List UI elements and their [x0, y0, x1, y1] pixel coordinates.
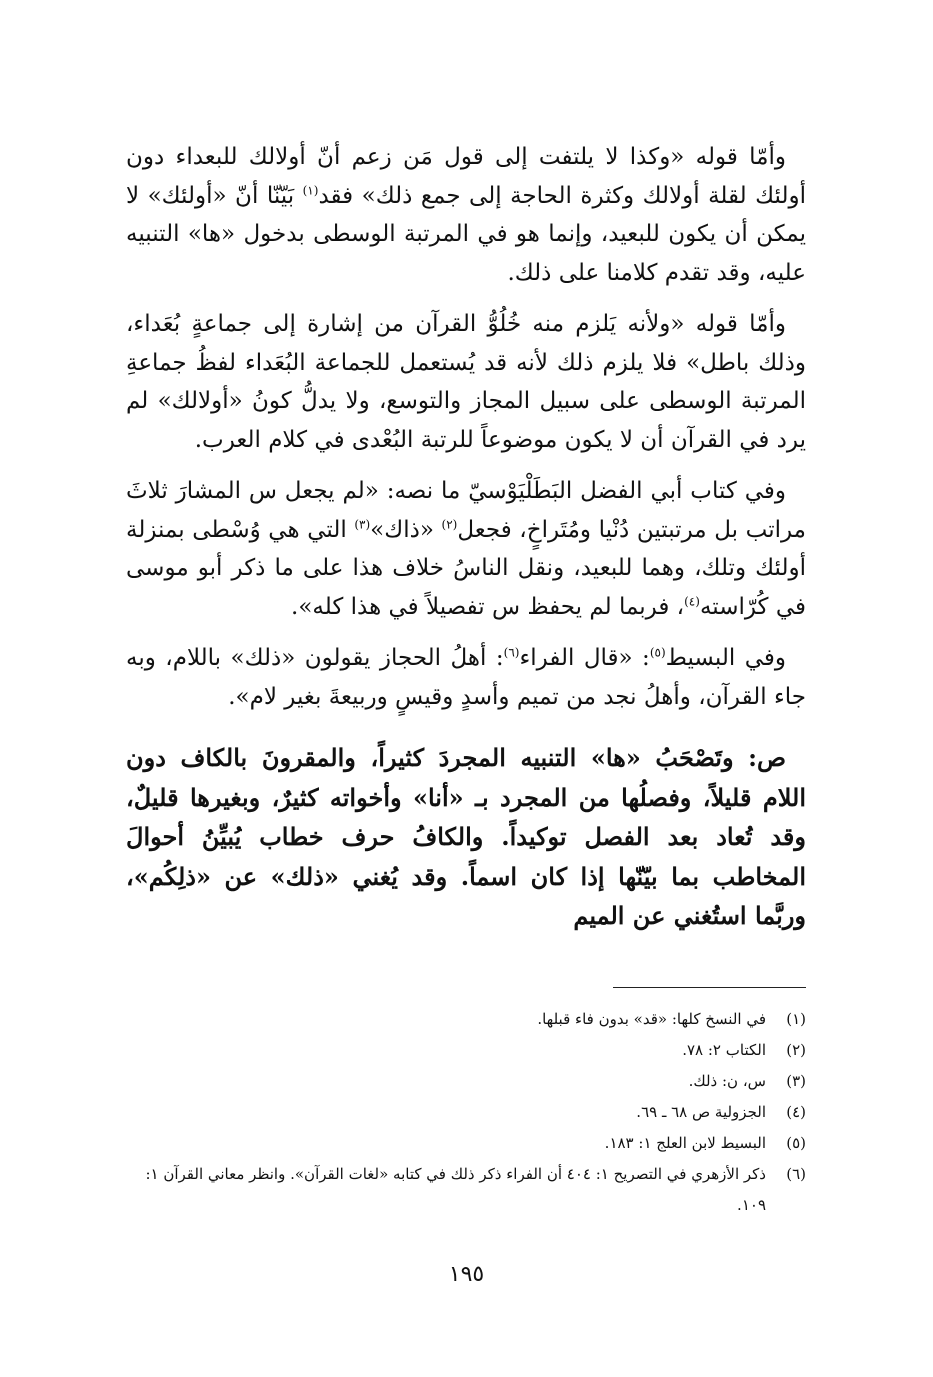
- footnote-number: (٢): [786, 1041, 806, 1059]
- paragraph-2: [126, 305, 806, 459]
- footnote: [126, 1097, 806, 1128]
- main-text: [126, 138, 806, 949]
- paragraph-text: وفي كتاب أبي الفضل البَطَلْيَوْسيّ ما نصه: «لم يجعل س المشارَ ثلاثَ مراتب بل مرتبتين دُنْيا ومُتَراخٍ، فجعل: [126, 478, 807, 543]
- footnote-text: في النسخ كلها: «قد» بدون فاء قبلها.: [537, 1010, 766, 1028]
- footnote: [126, 1159, 806, 1221]
- footnote-text: الجزولية ص ٦٨ ـ ٦٩.: [636, 1103, 766, 1121]
- footnote-number: (٥): [786, 1134, 806, 1152]
- footnote-ref: (١): [302, 182, 319, 197]
- page-number: ١٩٥: [448, 1262, 485, 1287]
- paragraph-text: «ذاك»: [370, 516, 442, 543]
- paragraph-text: بَيّنّا أنّ «أولئك» لا يمكن أن يكون للبعيد، وإنما هو في المرتبة الوسطى بدخول «ها» التنبيه عليه، وقد تقدم كلامنا على ذلك.: [126, 182, 806, 286]
- footnote-text: س، ن: ذلك.: [688, 1072, 766, 1090]
- footnote-text: البسيط لابن العلج ١: ١٨٣.: [604, 1134, 766, 1152]
- footnote-text: الكتاب ٢: ٧٨.: [682, 1041, 766, 1059]
- footnote-ref: (٣): [354, 516, 371, 531]
- footnote-number: (٣): [786, 1072, 806, 1090]
- footnote: [126, 1066, 806, 1097]
- footnote: [126, 1128, 806, 1159]
- footnote-ref: (٥): [649, 645, 666, 660]
- paragraph-text: : أهلُ الحجاز يقولون «ذلك» باللام، وبه جاء القرآن، وأهلُ نجد من تميم وأسدٍ وقيسٍ وربيعةَ بغير لام».: [126, 645, 806, 710]
- footnote: [126, 1035, 806, 1066]
- paragraph-text: التي هي وُسْطى بمنزلة أولئك وتلك، وهما للبعيد، ونقل الناسُ خلاف هذا على ما ذكر أبو موسى في كُرّاسته: [126, 516, 806, 620]
- footnote-ref: (٢): [441, 516, 458, 531]
- footnote-separator: [613, 987, 806, 988]
- footnote-number: (١): [786, 1010, 806, 1028]
- paragraph-text: ، فربما لم يحفظ س تفصيلاً في هذا كله».: [291, 593, 685, 620]
- paragraph-text: ص: وتَصْحَبُ «ها» التنبيه المجردَ كثيراً، والمقرونَ بالكاف دون اللام قليلاً، وفصلُها من المجرد بـ «أنا» وأخواته كثيرٌ، وبغيرها قليلٌ، وقد تُعاد بعد الفصل توكيداً. والكافُ حرف خطاب يُبيِّنُ أحوالَ المخاطب بما بيّنّها إذا كان اسماً. وقد يُغني «ذلك» عن «ذلِكُم»، وربَّما استُغني عن الميم: [126, 743, 806, 930]
- footnote-ref: (٤): [684, 593, 700, 608]
- paragraph-1: [126, 138, 806, 292]
- paragraph-4: [126, 639, 806, 716]
- paragraph-text: : «قال الفراء: [519, 645, 650, 671]
- paragraph-text: وأمّا قوله «ولأنه يَلزم منه خُلُوُّ القرآن من إشارة إلى جماعةٍ بُعَداء، وذلك باطل» فلا يلزم ذلك لأنه قد يُستعمل للجماعة البُعَداء لفظُ جماعةِ المرتبة الوسطى على سبيل المجاز والتوسع، ولا يدلُّ كونُ «أولالك» لم يرد في القرآن أن لا يكون موضوعاً للرتبة البُعْدى في كلام العرب.: [126, 311, 806, 453]
- paragraph-3: [126, 472, 806, 626]
- footnotes: [126, 1004, 806, 1221]
- rule-paragraph: [126, 738, 806, 936]
- footnote-number: (٤): [786, 1103, 806, 1121]
- paragraph-text: وفي البسيط: [665, 645, 786, 671]
- footnote-text: ذكر الأزهري في التصريح ١: ٤٠٤ أن الفراء ذكر ذلك في كتابه «لغات القرآن». وانظر معاني القرآن ١: ١٠٩.: [145, 1165, 766, 1214]
- paragraph-text: وأمّا قوله «وكذا لا يلتفت إلى قول مَن زعم أنّ أولالك للبعداء دون أولئك لقلة أولالك وكثرة الحاجة إلى جمع ذلك» فقد: [126, 144, 807, 209]
- footnote-ref: (٦): [503, 645, 520, 660]
- footnote-number: (٦): [786, 1165, 806, 1183]
- footnote: [126, 1004, 806, 1035]
